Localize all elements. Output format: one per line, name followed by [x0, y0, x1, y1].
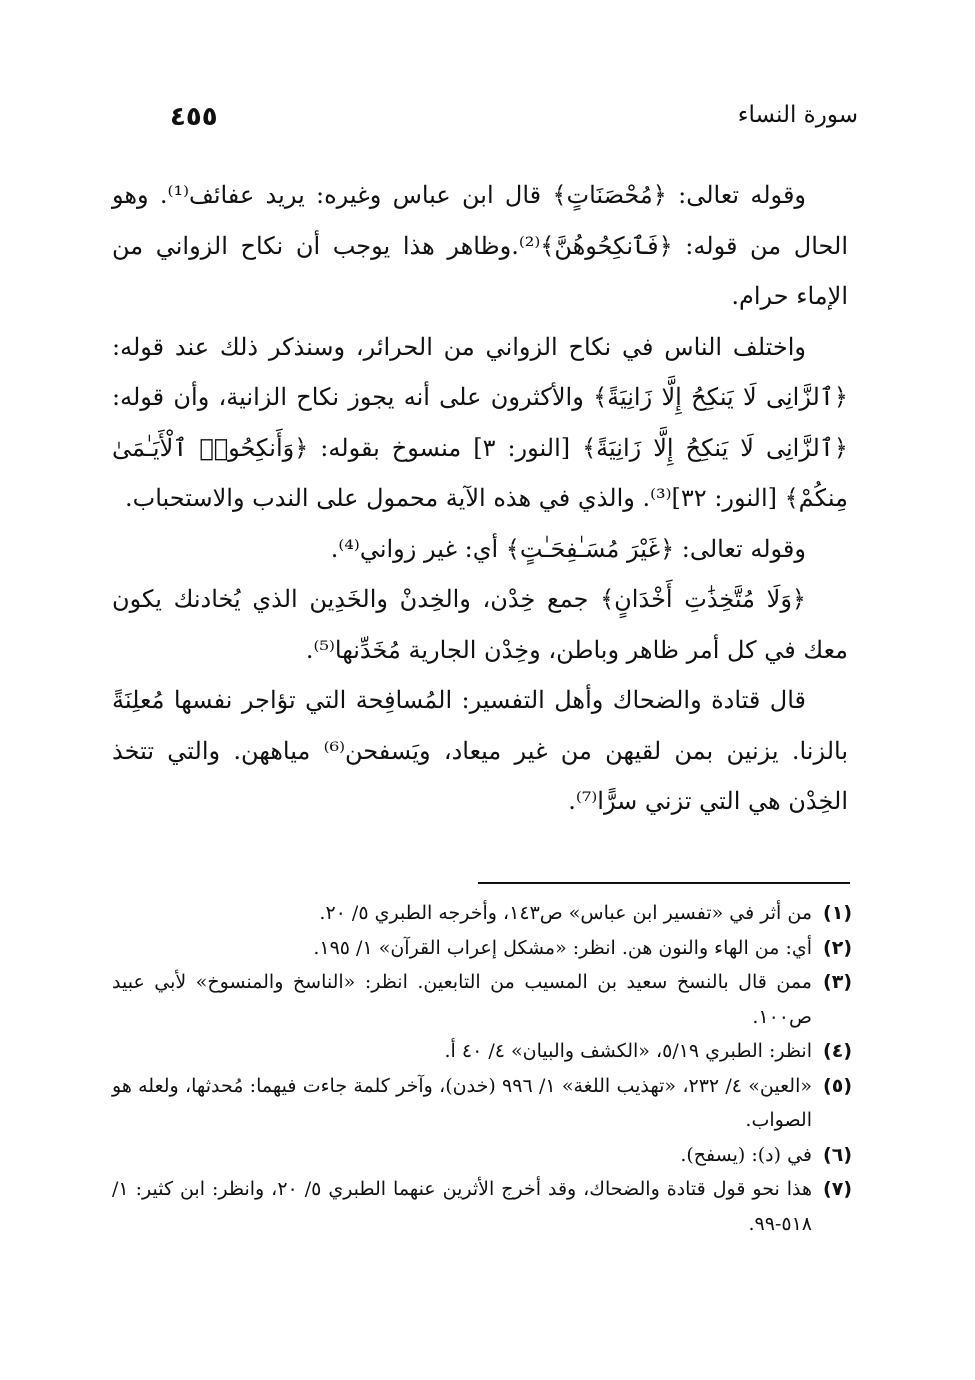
- paragraph-5: قال قتادة والضحاك وأهل التفسير: المُسافِحة التي تؤاجر نفسها مُعلِنَةً بالزنا. يزنين بمن لقيهن من غير ميعاد، ويَسفحن⁽⁶⁾ مياههن. والتي تتخذ الخِدْن هي التي تزني سرًّا⁽⁷⁾.: [112, 686, 849, 815]
- paragraph-4: ﴿وَلَا مُتَّخِذَٰتِ أَخْدَانٍ﴾ جمع خِدْن، والخِدنْ والخَدِين الذي يُخادنك يكون معك في كل أمر ظاهر وباطن، وخِدْن الجارية مُخَدِّنها⁽⁵⁾.: [112, 585, 848, 664]
- footnote-number: (١): [823, 902, 852, 924]
- footnote-number: (٢): [823, 936, 852, 959]
- footnote-number: (٦): [823, 1143, 852, 1166]
- footnote-text: أي: من الهاء والنون هن. انظر: «مشكل إعراب القرآن» ١/ ١٩٥.: [313, 936, 812, 959]
- footnote-separator: [478, 882, 850, 884]
- footnote-7: [112, 1172, 852, 1241]
- footnote-number: (٧): [823, 1178, 852, 1200]
- page-header: [150, 98, 858, 138]
- footnote-text: ممن قال بالنسخ سعيد بن المسيب من التابعين. انظر: «الناسخ والمنسوخ» لأبي عبيد ص١٠٠.: [112, 971, 812, 1028]
- running-title: سورة النساء: [737, 102, 858, 128]
- paragraph-1: وقوله تعالى: ﴿مُحْصَنَاتٍ﴾ قال ابن عباس وغيره: يريد عفائف⁽¹⁾. وهو الحال من قوله: ﴿فَٱنكِحُوهُنَّ﴾⁽²⁾.وظاهر هذا يوجب أن نكاح الزواني من الإماء حرام.: [112, 181, 848, 310]
- footnote-3: [112, 965, 852, 1034]
- footnote-5: [112, 1069, 852, 1138]
- main-text: [112, 170, 848, 827]
- footnote-text: انظر: الطبري ٥/١٩، «الكشف والبيان» ٤/ ٤٠ أ.: [444, 1040, 812, 1062]
- footnote-2: [112, 931, 852, 966]
- footnote-6: [112, 1138, 852, 1173]
- footnote-number: (٣): [823, 971, 852, 993]
- footnote-number: (٤): [823, 1040, 852, 1062]
- footnote-text: من أثر في «تفسير ابن عباس» ص١٤٣، وأخرجه الطبري ٥/ ٢٠.: [319, 902, 812, 924]
- footnote-text: في (د): (يسفح).: [680, 1143, 812, 1166]
- page-number: ٤٥٥: [170, 102, 218, 132]
- footnote-text: هذا نحو قول قتادة والضحاك، وقد أخرج الأثرين عنهما الطبري ٥/ ٢٠، وانظر: ابن كثير: ١/ ٥١٨-٩٩.: [112, 1178, 813, 1235]
- footnote-1: [112, 896, 852, 931]
- footnotes: [112, 896, 852, 1241]
- footnote-4: [112, 1034, 852, 1069]
- paragraph-3: وقوله تعالى: ﴿غَيْرَ مُسَـٰفِحَـٰتٍ﴾ أي: غير زواني⁽⁴⁾.: [330, 534, 806, 563]
- footnote-text: «العين» ٤/ ٢٣٢، «تهذيب اللغة» ١/ ٩٩٦ (خدن)، وآخر كلمة جاءت فيهما: مُحدثها، ولعله هو الصواب.: [112, 1074, 812, 1131]
- footnote-number: (٥): [823, 1074, 852, 1097]
- paragraph-2: واختلف الناس في نكاح الزواني من الحرائر، وسنذكر ذلك عند قوله: ﴿ٱلزَّانِى لَا يَنكِحُ إِلَّا زَانِيَةً﴾ والأكثرون على أنه يجوز نكاح الزانية، وأن قوله: ﴿ٱلزَّانِى لَا يَنكِحُ إِلَّا زَانِيَةً﴾ [النور: ٣] منسوخ بقوله: ﴿وَأَنكِحُوا۟ ٱلْأَيَـٰمَىٰ مِنكُمْ﴾ [النور: ٣٢]⁽³⁾. والذي في هذه الآية محمول على الندب والاستحباب.: [112, 332, 848, 512]
